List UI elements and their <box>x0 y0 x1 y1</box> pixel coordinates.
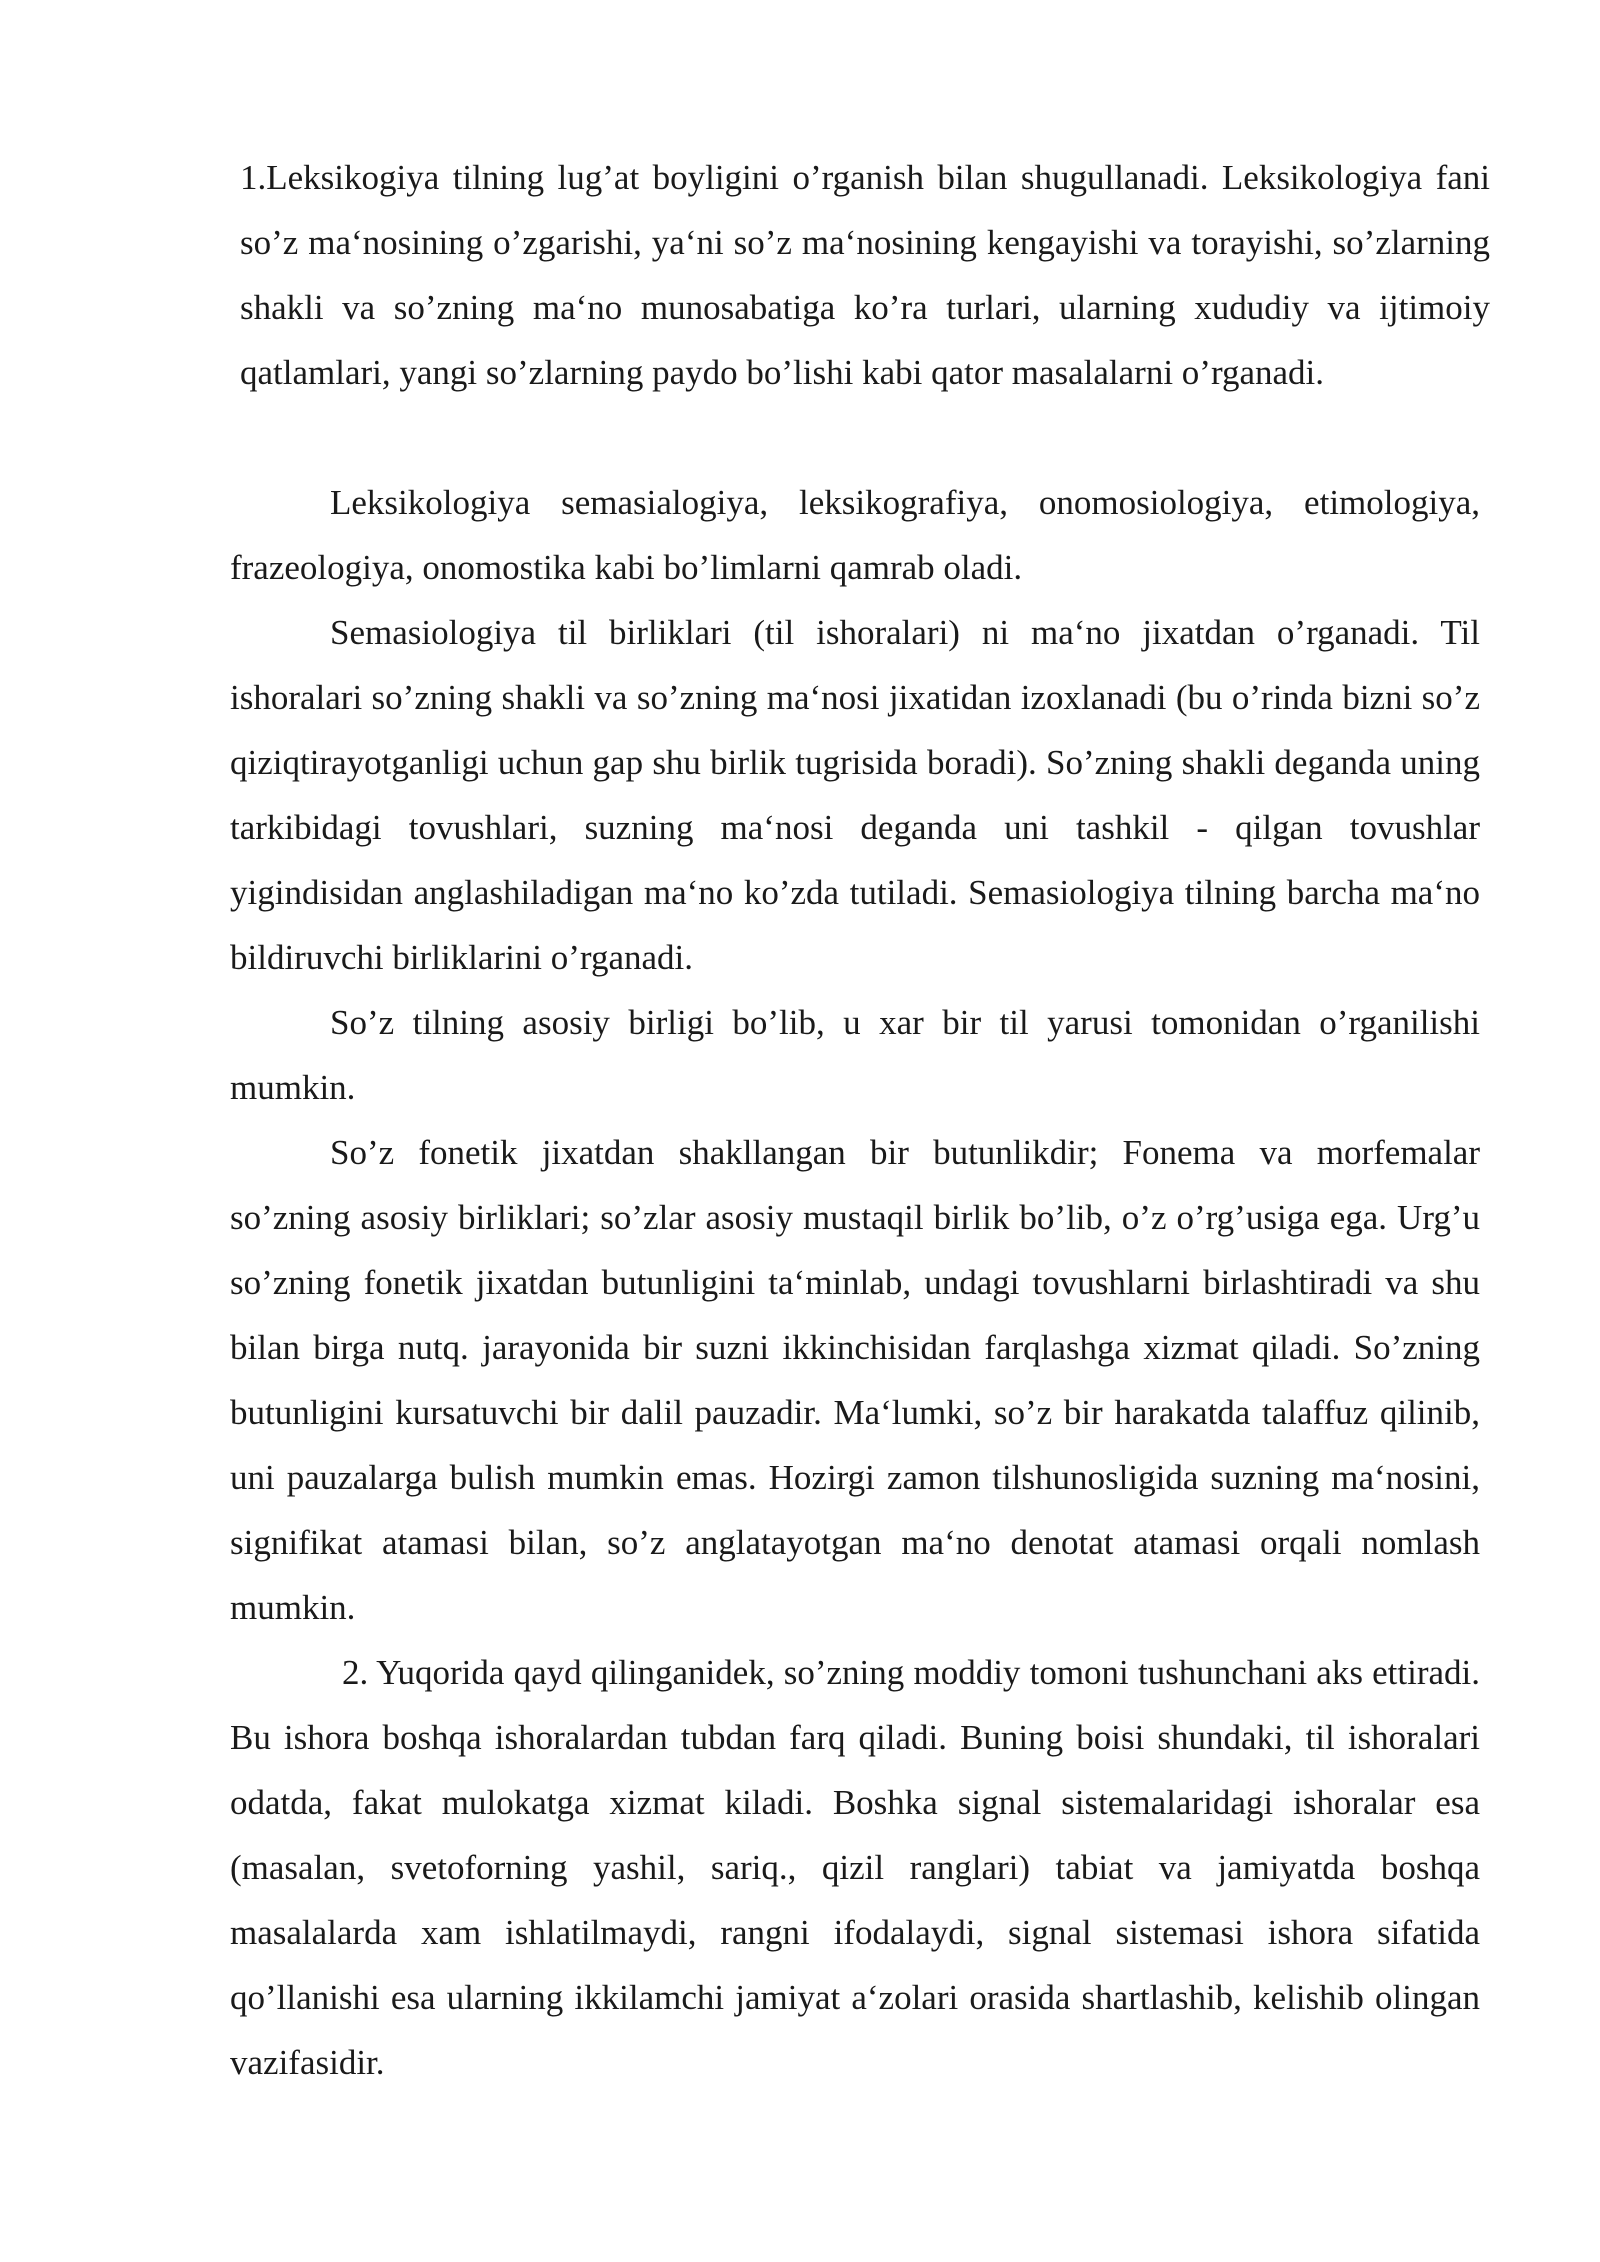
paragraph-sign-systems: 2. Yuqorida qayd qilinganidek, so’zning moddiy tomoni tushunchani aks ettiradi. Bu ishora boshqa ishoralardan tubdan farq qiladi. Buning boisi shundaki, til ishoralari odatda, fakat mulokatga xizmat kiladi. Boshka signal sistemalaridagi ishoralar esa (masalan, svetoforning yashil, sariq., qizil ranglari) tabiat va jamiyatda boshqa masalalarda xam ishlatilmaydi, rangni ifodalaydi, signal sistemasi ishora sifatida qo’llanishi esa ularning ikkilamchi jamiyat a‘zolari orasida shartlashib, kelishib olingan vazifasidir. <box>230 1653 1480 2082</box>
paragraph-lexicology-branches: Leksikologiya semasialogiya, leksikografiya, onomosiologiya, etimologiya, frazeologiya, onomostika kabi bo’limlarni qamrab oladi. <box>230 483 1480 587</box>
paragraph-word-phonetic-unity: So’z fonetik jixatdan shakllangan bir butunlikdir; Fonema va morfemalar so’zning asosiy birliklari; so’zlar asosiy mustaqil birlik bo’lib, o’z o’rg’usiga ega. Urg’u so’zning fonetik jixatdan butunligini ta‘minlab, undagi tovushlarni birlashtiradi va shu bilan birga nutq. jarayonida bir suzni ikkinchisidan farqlashga xizmat qiladi. So’zning butunligini kursatuvchi bir dalil pauzadir. Ma‘lumki, so’z bir harakatda talaffuz qilinib, uni pauzalarga bulish mumkin emas. Hozirgi zamon tilshunosligida suzning ma‘nosini, signifikat atamasi bilan, so’z anglatayotgan ma‘no denotat atamasi orqali nomlash mumkin. <box>230 1133 1480 1627</box>
paragraph-word-basic-unit: So’z tilning asosiy birligi bo’lib, u xar bir til yarusi tomonidan o’rganilishi mumkin. <box>230 1003 1480 1107</box>
paragraph-lexicology-definition: 1.Leksikogiya tilning lug’at boyligini o’rganish bilan shugullanadi. Leksikologiya fani so’z ma‘nosining o’zgarishi, ya‘ni so’z ma‘nosining kengayishi va torayishi, so’zlarning shakli va so’zning ma‘no munosabatiga ko’ra turlari, ularning xududiy va ijtimoiy qatlamlari, yangi so’zlarning paydo bo’lishi kabi qator masalalarni o’rganadi. <box>240 158 1490 392</box>
paragraph-semasiology: Semasiologiya til birliklari (til ishoralari) ni ma‘no jixatdan o’rganadi. Til ishoralari so’zning shakli va so’zning ma‘nosi jixatidan izoxlanadi (bu o’rinda bizni so’z qiziqtirayotganligi uchun gap shu birlik tugrisida boradi). So’zning shakli deganda uning tarkibidagi tovushlari, suzning ma‘nosi deganda uni tashkil - qilgan tovushlar yigindisidan anglashiladigan ma‘no ko’zda tutiladi. Semasiologiya tilning barcha ma‘no bildiruvchi birliklarini o’rganadi. <box>230 613 1480 977</box>
